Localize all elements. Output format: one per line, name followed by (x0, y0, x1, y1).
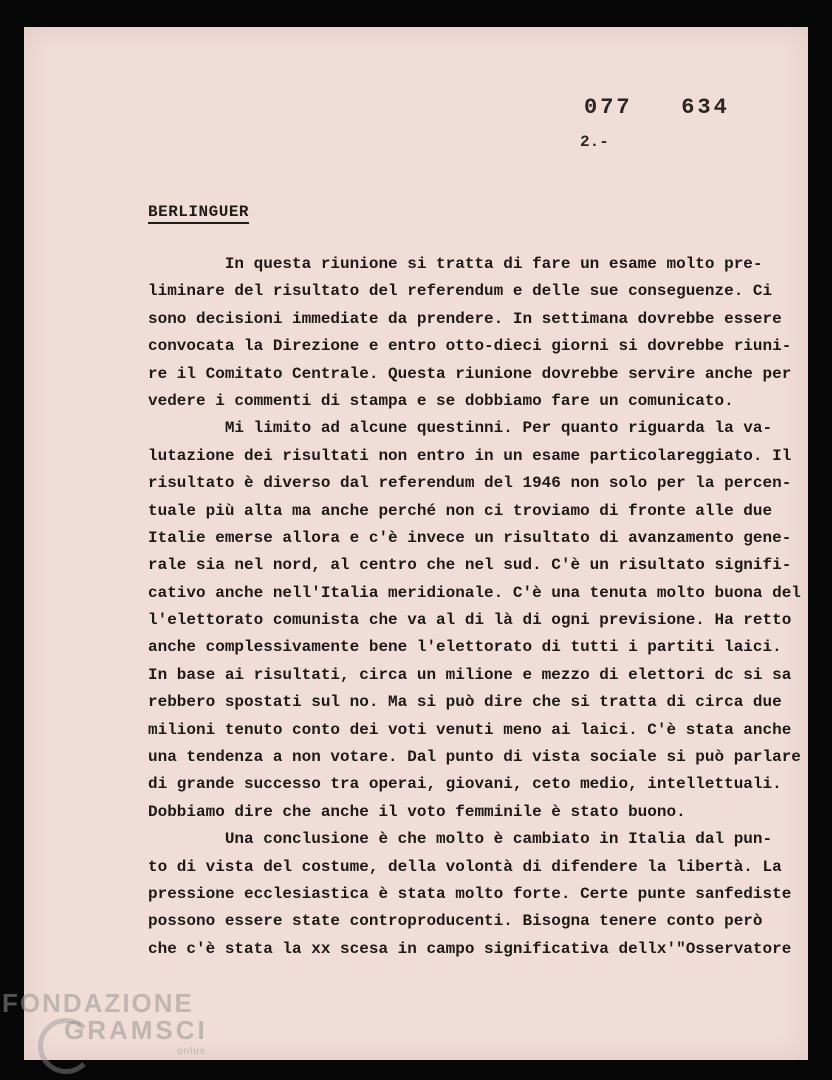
text-line: Italie emerse allora e c'è invece un risultato di avanzamento gene- (148, 528, 792, 547)
text-line: l'elettorato comunista che va al di là di ogni previsione. Ha retto (148, 611, 792, 630)
watermark-line2: GRAMSCI (64, 1015, 208, 1045)
document-page (24, 27, 808, 1060)
watermark-suffix: onlus (177, 1046, 206, 1057)
text-line: che c'è stata la xx scesa in campo significativa dellx'"Osservatore (148, 939, 792, 958)
text-line: rebbero spostati sul no. Ma si può dire che si tratta di circa due (148, 693, 782, 712)
text-line: cativo anche nell'Italia meridionale. C'è una tenuta molto buona del (148, 583, 801, 602)
text-line: rale sia nel nord, al centro che nel sud. C'è un risultato signifi- (148, 556, 792, 575)
text-line: vedere i commenti di stampa e se dobbiamo fare un comunicato. (148, 391, 734, 410)
text-line: re il Comitato Centrale. Questa riunione dovrebbe servire anche per (148, 364, 792, 383)
logo-ring-icon (38, 1018, 94, 1074)
text-line: sono decisioni immediate da prendere. In settimana dovrebbe essere (148, 309, 782, 328)
text-line: In base ai risultati, circa un milione e mezzo di elettori dc si sa (148, 665, 792, 684)
watermark-line1: FONDAZIONE (2, 988, 194, 1018)
text-line: to di vista del costume, della volontà di difendere la libertà. La (148, 857, 782, 876)
text-line: pressione ecclesiastica è stata molto forte. Certe punte sanfediste (148, 884, 792, 903)
speaker-heading: BERLINGUER (148, 203, 249, 224)
text-line: tuale più alta ma anche perché non ci troviamo di fronte alle due (148, 501, 773, 520)
text-line: convocata la Direzione e entro otto-dieci giorni si dovrebbe riuni- (148, 337, 792, 356)
text-line: milioni tenuto conto dei voti venuti meno ai laici. C'è stata anche (148, 720, 792, 739)
text-line: In questa riunione si tratta di fare un esame molto pre- (148, 255, 763, 273)
text-line: Una conclusione è che molto è cambiato in Italia dal pun- (148, 830, 773, 849)
text-line: liminare del risultato del referendum e delle sue conseguenze. Ci (148, 282, 773, 301)
text-line: risultato è diverso dal referendum del 1946 non solo per la percen- (148, 474, 792, 493)
fondazione-gramsci-watermark (2, 988, 208, 1057)
text-line: lutazione dei risultati non entro in un esame particolareggiato. Il (148, 446, 792, 465)
text-line: Mi limito ad alcune questinni. Per quanto riguarda la va- (148, 419, 773, 438)
reference-number: 077 634 (584, 95, 730, 120)
text-line: una tendenza a non votare. Dal punto di vista sociale si può parlare (148, 748, 801, 767)
body-text (148, 251, 818, 963)
text-line: di grande successo tra operai, giovani, ceto medio, intellettuali. (148, 775, 782, 794)
text-line: Dobbiamo dire che anche il voto femminile è stato buono. (148, 802, 686, 821)
page-number: 2.- (580, 133, 609, 151)
text-line: anche complessivamente bene l'elettorato di tutti i partiti laici. (148, 638, 782, 657)
text-line: possono essere state controproducenti. Bisogna tenere conto però (148, 912, 763, 931)
